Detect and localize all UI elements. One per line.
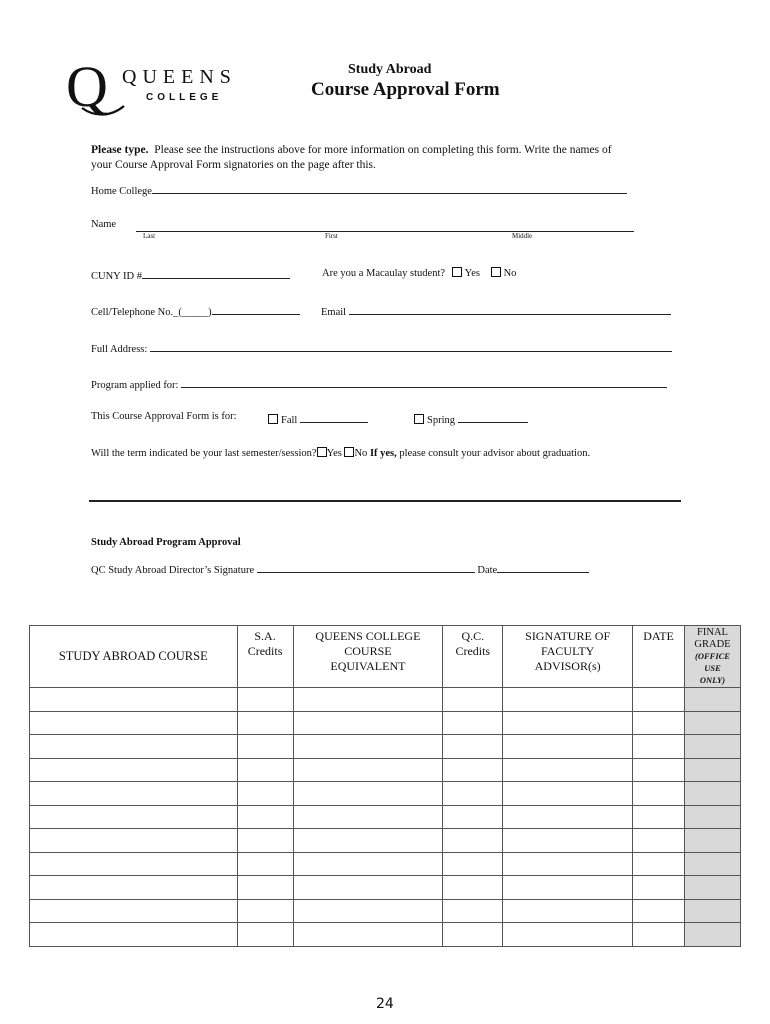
final-grade-cell	[685, 852, 741, 876]
table-cell[interactable]	[443, 852, 503, 876]
director-sig-row	[91, 561, 589, 576]
table-cell[interactable]	[633, 711, 685, 735]
director-sig-label: QC Study Abroad Director’s Signature	[91, 565, 255, 576]
table-cell[interactable]	[443, 876, 503, 900]
logo-q-mark: Q	[66, 54, 108, 119]
header-qc-course-equivalent: QUEENS COLLEGE COURSE EQUIVALENT	[293, 626, 443, 688]
approval-heading: Study Abroad Program Approval	[91, 537, 241, 548]
macaulay-question: Are you a Macaulay student?	[322, 268, 446, 279]
email-label: Email	[321, 307, 347, 318]
table-cell[interactable]	[633, 876, 685, 900]
final-grade-cell	[685, 688, 741, 712]
fall-field[interactable]	[300, 411, 368, 423]
fall-label: Fall	[281, 415, 298, 426]
table-row	[30, 758, 741, 782]
name-label: Name	[91, 219, 117, 230]
table-row	[30, 899, 741, 923]
macaulay-no-label: No	[503, 268, 517, 279]
table-cell[interactable]	[443, 735, 503, 759]
table-cell[interactable]	[237, 805, 293, 829]
final-grade-cell	[685, 923, 741, 947]
table-body	[30, 688, 741, 947]
table-cell[interactable]	[237, 876, 293, 900]
table-cell[interactable]	[633, 758, 685, 782]
table-cell[interactable]	[443, 923, 503, 947]
spring-label: Spring	[427, 415, 456, 426]
intro-line2: your Course Approval Form signatories on the page after this.	[91, 159, 376, 171]
table-cell[interactable]	[293, 735, 443, 759]
table-cell[interactable]	[30, 711, 238, 735]
table-row	[30, 688, 741, 712]
final-grade-cell	[685, 782, 741, 806]
table-cell[interactable]	[443, 829, 503, 853]
email-field[interactable]	[349, 303, 671, 315]
final-grade-cell	[685, 735, 741, 759]
if-yes-text: please consult your advisor about graduation.	[399, 448, 591, 459]
table-cell[interactable]	[633, 899, 685, 923]
intro-text	[91, 143, 691, 173]
last-term-no-checkbox[interactable]	[344, 447, 354, 457]
phone-field[interactable]	[212, 303, 300, 315]
table-row	[30, 735, 741, 759]
home-college-row	[91, 182, 627, 197]
header-study-abroad-course: STUDY ABROAD COURSE	[30, 626, 238, 688]
spring-checkbox[interactable]	[414, 414, 424, 424]
approval-date-label: Date	[477, 565, 498, 576]
address-field[interactable]	[150, 340, 672, 352]
table-cell[interactable]	[237, 923, 293, 947]
final-grade-cell	[685, 805, 741, 829]
last-term-no-label: No	[354, 448, 368, 459]
course-table	[29, 625, 741, 947]
form-subtitle: Study Abroad	[348, 62, 432, 77]
cuny-id-field[interactable]	[142, 267, 290, 279]
table-row	[30, 805, 741, 829]
phone-row	[91, 303, 300, 318]
macaulay-row	[322, 267, 516, 279]
table-cell[interactable]	[503, 876, 633, 900]
table-cell[interactable]	[503, 829, 633, 853]
logo-q-tail-icon	[66, 96, 126, 120]
table-cell[interactable]	[633, 735, 685, 759]
table-cell[interactable]	[293, 852, 443, 876]
form-for-label: This Course Approval Form is for:	[91, 411, 237, 422]
name-last-caption: Last	[143, 232, 156, 240]
table-cell[interactable]	[633, 805, 685, 829]
form-title: Course Approval Form	[311, 79, 500, 100]
table-cell[interactable]	[633, 688, 685, 712]
spring-row	[414, 411, 528, 426]
page-number: 24	[376, 996, 394, 1012]
director-sig-field[interactable]	[257, 561, 475, 573]
header-sa-credits: S.A. Credits	[237, 626, 293, 688]
program-row	[91, 376, 667, 391]
logo-sub: COLLEGE	[146, 92, 223, 103]
header-final-grade: FINAL GRADE (OFFICE USE ONLY)	[685, 626, 741, 688]
table-cell[interactable]	[293, 782, 443, 806]
name-first-caption: First	[325, 232, 338, 240]
table-cell[interactable]	[237, 758, 293, 782]
fall-row	[268, 411, 368, 426]
table-cell[interactable]	[293, 899, 443, 923]
fall-checkbox[interactable]	[268, 414, 278, 424]
table-cell[interactable]	[293, 923, 443, 947]
logo-name: QUEENS	[122, 66, 237, 88]
table-cell[interactable]	[503, 923, 633, 947]
home-college-field[interactable]	[152, 182, 627, 194]
table-cell[interactable]	[237, 852, 293, 876]
table-cell[interactable]	[30, 758, 238, 782]
table-cell[interactable]	[503, 735, 633, 759]
macaulay-no-checkbox[interactable]	[491, 267, 501, 277]
table-cell[interactable]	[293, 805, 443, 829]
table-cell[interactable]	[293, 829, 443, 853]
table-cell[interactable]	[503, 688, 633, 712]
table-cell[interactable]	[503, 782, 633, 806]
name-field[interactable]	[136, 220, 634, 232]
final-grade-cell	[685, 876, 741, 900]
table-row	[30, 923, 741, 947]
table-cell[interactable]	[633, 782, 685, 806]
table-row	[30, 711, 741, 735]
table-cell[interactable]	[443, 805, 503, 829]
table-cell[interactable]	[503, 805, 633, 829]
table-cell[interactable]	[443, 711, 503, 735]
table-cell[interactable]	[30, 735, 238, 759]
table-cell[interactable]	[443, 782, 503, 806]
final-grade-cell	[685, 829, 741, 853]
home-college-label: Home College	[91, 186, 152, 197]
table-cell[interactable]	[633, 852, 685, 876]
final-grade-cell	[685, 711, 741, 735]
header-date: DATE	[633, 626, 685, 688]
table-row	[30, 852, 741, 876]
table-cell[interactable]	[30, 805, 238, 829]
macaulay-yes-checkbox[interactable]	[452, 267, 462, 277]
table-cell[interactable]	[503, 852, 633, 876]
table-row	[30, 782, 741, 806]
table-cell[interactable]	[30, 899, 238, 923]
last-term-question: Will the term indicated be your last semester/session?	[91, 448, 317, 459]
table-cell[interactable]	[30, 876, 238, 900]
table-cell[interactable]	[237, 688, 293, 712]
table-cell[interactable]	[443, 899, 503, 923]
table-cell[interactable]	[633, 829, 685, 853]
table-cell[interactable]	[293, 758, 443, 782]
address-row	[91, 340, 672, 355]
last-term-yes-label: Yes	[326, 448, 342, 459]
table-header-row	[30, 626, 741, 688]
macaulay-yes-label: Yes	[464, 268, 480, 279]
table-cell[interactable]	[237, 735, 293, 759]
table-cell[interactable]	[237, 899, 293, 923]
table-cell[interactable]	[443, 758, 503, 782]
last-term-row	[91, 447, 590, 459]
cuny-id-label: CUNY ID #	[91, 271, 142, 282]
last-term-yes-checkbox[interactable]	[317, 447, 327, 457]
table-cell[interactable]	[443, 688, 503, 712]
cuny-id-row	[91, 267, 290, 282]
phone-label: Cell/Telephone No._(_____)	[91, 307, 212, 318]
table-cell[interactable]	[293, 876, 443, 900]
intro-bold: Please type.	[91, 144, 149, 156]
table-cell[interactable]	[30, 852, 238, 876]
spring-field[interactable]	[458, 411, 528, 423]
table-cell[interactable]	[503, 758, 633, 782]
intro-line1: Please see the instructions above for more information on completing this form. Write the names of	[154, 144, 612, 156]
table-cell[interactable]	[30, 829, 238, 853]
section-divider	[89, 500, 681, 502]
table-cell[interactable]	[237, 711, 293, 735]
program-label: Program applied for:	[91, 380, 179, 391]
table-cell[interactable]	[633, 923, 685, 947]
table-cell[interactable]	[503, 711, 633, 735]
if-yes-bold: If yes,	[369, 448, 397, 459]
table-cell[interactable]	[30, 782, 238, 806]
college-logo	[62, 54, 252, 120]
table-cell[interactable]	[237, 782, 293, 806]
table-cell[interactable]	[237, 829, 293, 853]
name-middle-caption: Middle	[512, 232, 533, 240]
header-faculty-signature: SIGNATURE OF FACULTY ADVISOR(s)	[503, 626, 633, 688]
table-row	[30, 829, 741, 853]
table-cell[interactable]	[293, 688, 443, 712]
program-field[interactable]	[181, 376, 667, 388]
table-cell[interactable]	[293, 711, 443, 735]
table-cell[interactable]	[30, 688, 238, 712]
email-row	[321, 303, 671, 318]
final-grade-cell	[685, 899, 741, 923]
final-grade-cell	[685, 758, 741, 782]
table-cell[interactable]	[503, 899, 633, 923]
table-row	[30, 876, 741, 900]
approval-date-field[interactable]	[497, 561, 589, 573]
header-qc-credits: Q.C. Credits	[443, 626, 503, 688]
table-cell[interactable]	[30, 923, 238, 947]
address-label: Full Address:	[91, 344, 148, 355]
